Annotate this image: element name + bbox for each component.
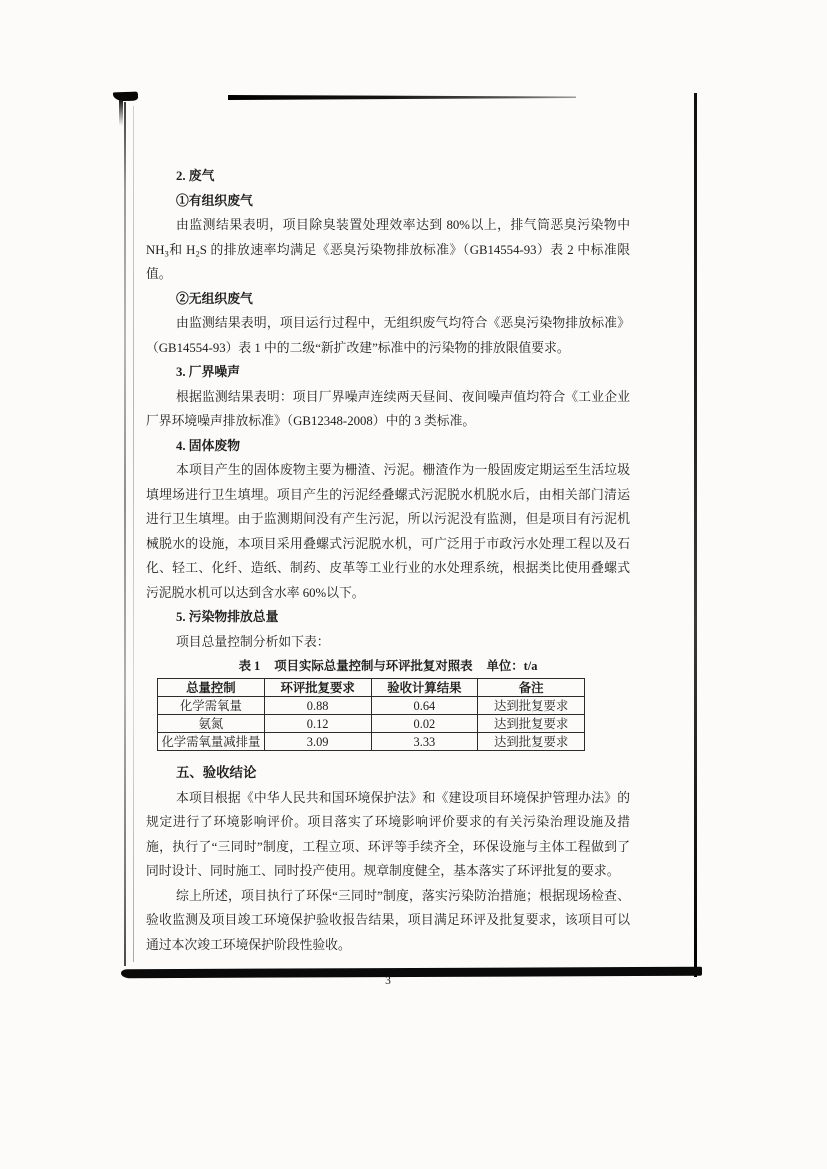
table-row	[158, 733, 585, 751]
table-cell: 3.09	[264, 733, 371, 751]
table-caption-title: 项目实际总量控制与环评批复对照表	[274, 659, 473, 673]
heading-waste-gas: 2. 废气	[176, 169, 215, 183]
scan-edge-left-outer	[124, 102, 126, 966]
para-total-emission-intro: 项目总量控制分析如下表：	[176, 634, 330, 649]
table-cell: 化学需氧量减排量	[158, 733, 265, 751]
heading-solid-waste: 4. 固体废物	[176, 438, 240, 453]
table-cell: 化学需氧量	[158, 697, 265, 715]
heading-total-emission: 5. 污染物排放总量	[176, 610, 279, 624]
document-body	[146, 164, 630, 994]
chemical-subscript-nh3: 3	[164, 248, 169, 258]
scan-corner-mark-tail	[119, 100, 123, 126]
table-header-row	[158, 679, 585, 697]
heading-acceptance-conclusion: 五、验收结论	[176, 765, 257, 780]
para-unorganized-waste-gas: 由监测结果表明，项目运行过程中，无组织废气均符合《恶臭污染物排放标准》（GB14554-93）表 1 中的二级“新扩改建”标准中的污染物的排放限值要求。	[146, 316, 630, 355]
table-cell: 氨氮	[158, 715, 265, 733]
para-conclusion-2: 综上所述，项目执行了环保“三同时”制度，落实污染防治措施；根据现场检查、验收监测及项目竣工环境保护验收报告结果，项目满足环评及批复要求，该项目可以通过本次竣工环境保护阶段性验收。	[146, 888, 630, 952]
table-cell: 3.33	[371, 733, 478, 751]
scan-corner-mark-top-left	[113, 92, 138, 102]
table-header-cell: 环评批复要求	[264, 679, 371, 697]
table-cell: 达到批复要求	[478, 733, 585, 751]
table-header-cell: 验收计算结果	[371, 679, 478, 697]
scan-edge-right	[694, 93, 697, 977]
text-run: 和 H	[168, 242, 196, 257]
chemical-subscript-h2s: 2	[195, 248, 200, 258]
text-run: 由监测结果表明，项目除臭装置处理效率达到 80%以上，排气筒恶臭污染物中 NH	[146, 218, 630, 257]
scan-edge-top	[228, 95, 576, 100]
page-number: 3	[385, 975, 391, 987]
table-header-cell: 总量控制	[158, 679, 265, 697]
table-cell: 0.02	[371, 715, 478, 733]
para-conclusion-1: 本项目根据《中华人民共和国环境保护法》和《建设项目环境保护管理办法》的规定进行了环境影响评价。项目落实了环境影响评价要求的有关污染治理设施及措施，执行了“三同时”制度，工程立项、环评等手续齐全，环保设施与主体工程做到了同时设计、同时施工、同时投产使用。规章制度健全，基本落实了环评批复的要求。	[146, 790, 630, 878]
para-solid-waste: 本项目产生的固体废物主要为栅渣、污泥。栅渣作为一般固废定期运至生活垃圾填埋场进行卫生填埋。项目产生的污泥经叠螺式污泥脱水机脱水后，由相关部门清运进行卫生填埋。由于监测期间没有产生污泥，所以污泥没有监测，但是项目有污泥机械脱水的设施，本项目采用叠螺式污泥脱水机，可广泛用于市政污水处理工程以及石化、轻工、化纤、造纸、制药、皮革等工业行业的水处理系统，根据类比使用叠螺式污泥脱水机可以达到含水率 60%以下。	[146, 463, 630, 600]
para-organized-waste-gas	[146, 213, 630, 287]
table-cell: 0.64	[371, 697, 478, 715]
table-row	[158, 697, 585, 715]
text-run: S 的排放速率均满足《恶臭污染物排放标准》（GB14554-93）表 2 中标准限值。	[146, 242, 630, 281]
heading-organized-waste-gas: ①有组织废气	[176, 193, 253, 208]
table-row	[158, 715, 585, 733]
heading-boundary-noise: 3. 厂界噪声	[176, 365, 240, 379]
table-cell: 达到批复要求	[478, 715, 585, 733]
heading-unorganized-waste-gas: ②无组织废气	[176, 291, 253, 306]
table-cell: 达到批复要求	[478, 697, 585, 715]
table-cell: 0.12	[264, 715, 371, 733]
table-header-cell: 备注	[478, 679, 585, 697]
table-caption-label: 表 1	[238, 659, 261, 673]
table-caption	[146, 657, 630, 676]
scan-edge-left-inner	[133, 106, 134, 962]
table-caption-unit: 单位：t/a	[486, 659, 538, 673]
total-control-table	[157, 678, 585, 751]
table-cell: 0.88	[264, 697, 371, 715]
para-boundary-noise: 根据监测结果表明：项目厂界噪声连续两天昼间、夜间噪声值均符合《工业企业厂界环境噪声排放标准》（GB12348-2008）中的 3 类标准。	[146, 389, 630, 428]
